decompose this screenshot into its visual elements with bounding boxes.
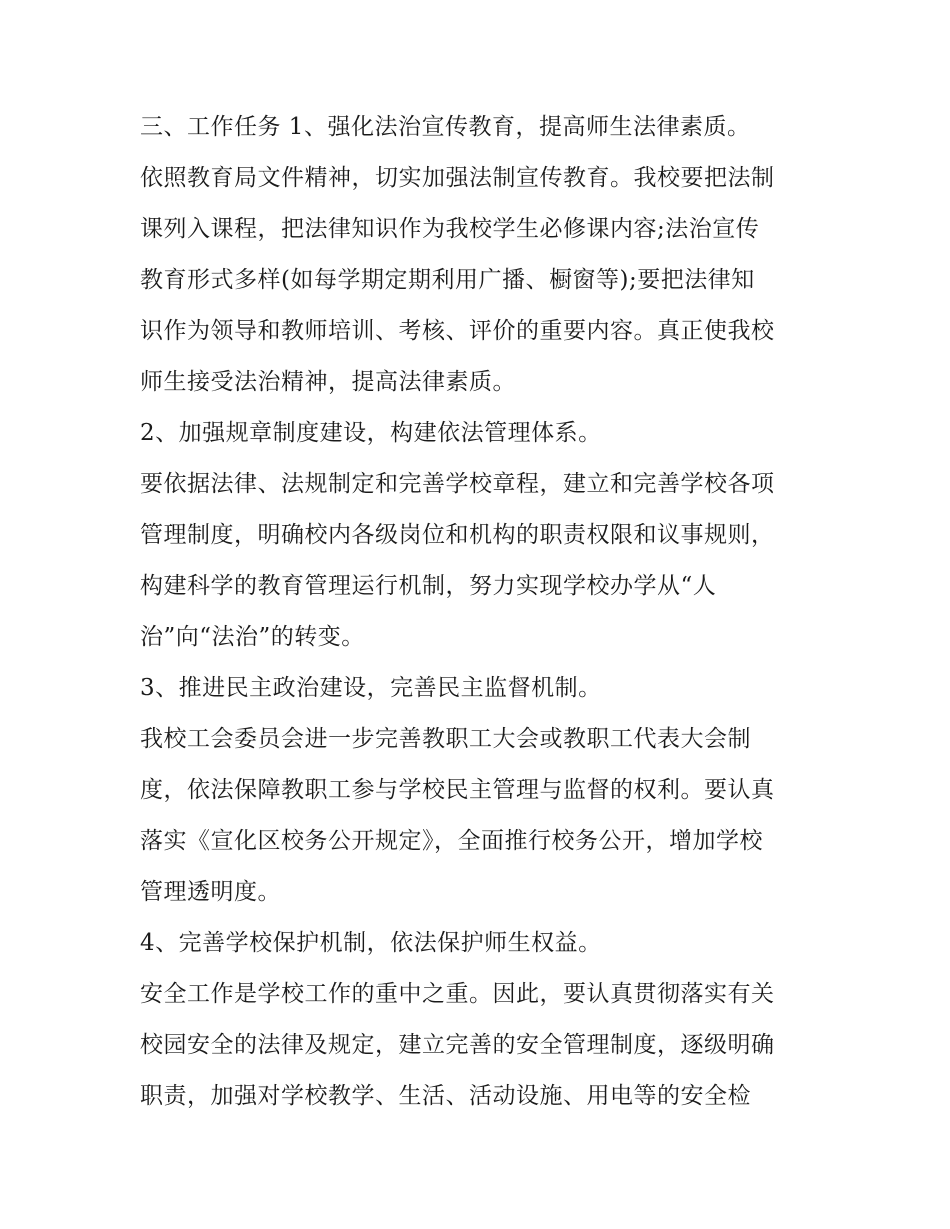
text-line: 要依据法律、法规制定和完善学校章程，建立和完善学校各项 [140,471,775,497]
heading-line: 2、加强规章制度建设，构建依法管理体系。 [140,420,602,446]
text-line: 治”向“法治”的转变。 [140,624,365,650]
text-line: 课列入课程，把法律知识作为我校学生必修课内容;法治宣传 [140,216,760,242]
text-line: 管理制度，明确校内各级岗位和机构的职责权限和议事规则， [140,522,775,548]
document-body [140,102,820,1122]
text-line: 依照教育局文件精神，切实加强法制宣传教育。我校要把法制 [140,165,775,191]
text-line: 识作为领导和教师培训、考核、评价的重要内容。真正使我校 [140,318,775,344]
heading-line: 4、完善学校保护机制，依法保护师生权益。 [140,930,602,956]
text-line: 构建科学的教育管理运行机制，努力实现学校办学从“人 [140,573,717,599]
text-line: 师生接受法治精神，提高法律素质。 [140,369,516,395]
text-line: 管理透明度。 [140,879,281,905]
text-line: 度，依法保障教职工参与学校民主管理与监督的权利。要认真 [140,777,775,803]
text-line: 落实《宣化区校务公开规定》，全面推行校务公开，增加学校 [140,828,763,854]
text-line: 职责，加强对学校教学、生活、活动设施、用电等的安全检 [140,1083,751,1109]
heading-line: 3、推进民主政治建设，完善民主监督机制。 [140,675,602,701]
text-line: 安全工作是学校工作的重中之重。因此，要认真贯彻落实有关 [140,981,775,1007]
text-line: 教育形式多样(如每学期定期利用广播、橱窗等);要把法律知 [140,267,755,293]
text-line: 校园安全的法律及规定，建立完善的安全管理制度，逐级明确 [140,1032,775,1058]
text-line: 我校工会委员会进一步完善教职工大会或教职工代表大会制 [140,726,751,752]
heading-line: 三、工作任务 1、强化法治宣传教育，提高师生法律素质。 [140,114,751,140]
